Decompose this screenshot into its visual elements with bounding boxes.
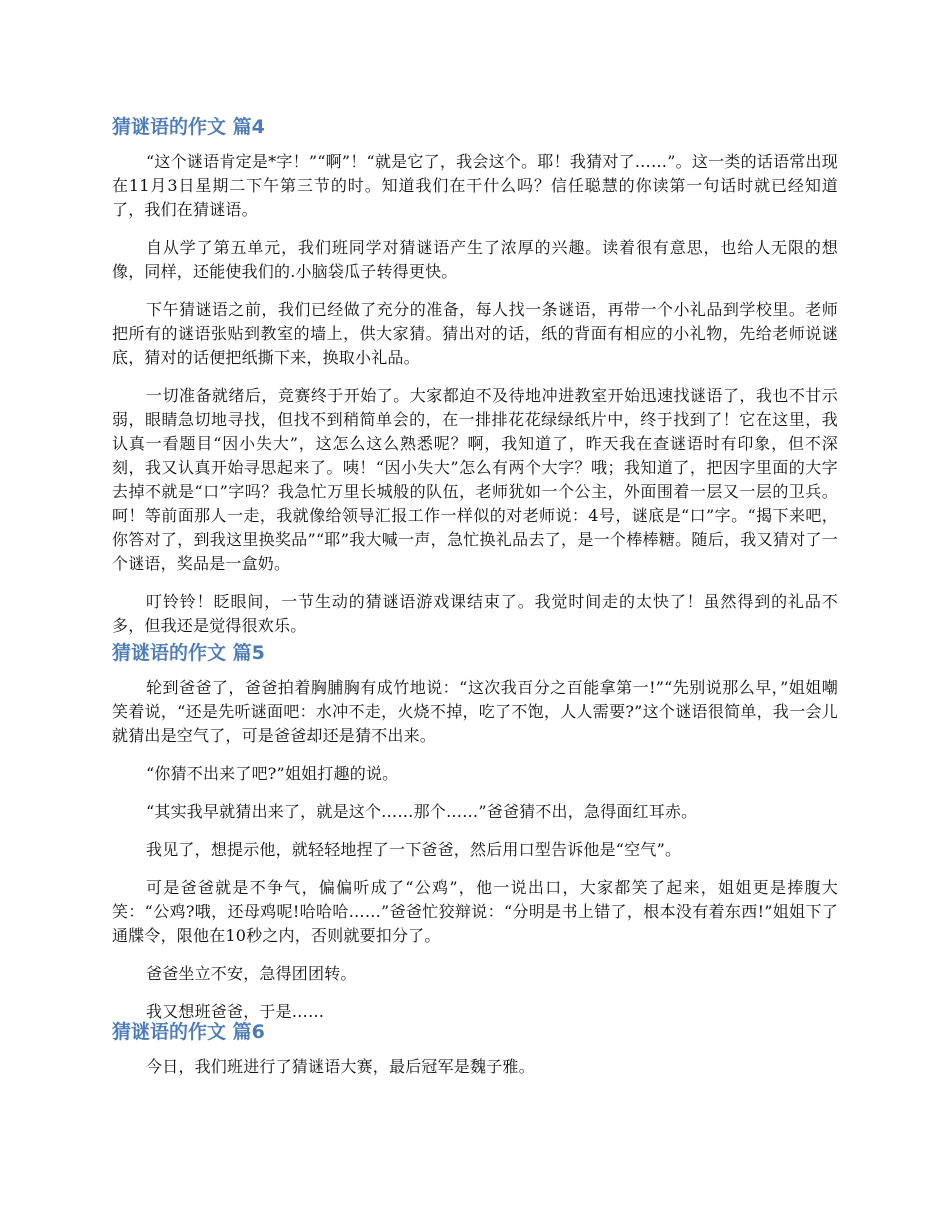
paragraph: 我见了，想提示他，就轻轻地捏了一下爸爸，然后用口型告诉他是“空气”。 xyxy=(146,840,682,859)
section-body xyxy=(112,676,838,1024)
paragraph: 今日，我们班进行了猜谜语大赛，最后冠军是魏子雅。 xyxy=(146,1057,535,1076)
section-heading: 猜谜语的作文 篇6 xyxy=(112,1021,265,1043)
paragraph: “其实我早就猜出来了，就是这个……那个……”爸爸猜不出，急得面红耳赤。 xyxy=(146,802,698,821)
paragraph: 下午猜谜语之前，我们已经做了充分的准备，每人找一条谜语，再带一个小礼品到学校里。老师把所有的谜语张贴到教室的墙上，供大家猜。猜出对的话，纸的背面有相应的小礼物，先给老师说谜底，猜对的话便把纸撕下来，换取小礼品。 xyxy=(112,300,838,367)
paragraph: “你猜不出来了吧?”姐姐打趣的说。 xyxy=(146,764,399,783)
paragraph: 叮铃铃！眨眼间，一节生动的猜谜语游戏课结束了。我觉时间走的太快了！虽然得到的礼品不多，但我还是觉得很欢乐。 xyxy=(112,592,838,635)
section-body xyxy=(112,1055,838,1079)
paragraph: 轮到爸爸了，爸爸拍着胸脯胸有成竹地说：“这次我百分之百能拿第一!”“先别说那么早，”姐姐嘲笑着说，“还是先听谜面吧：水冲不走，火烧不掉，吃了不饱，人人需要?”这个谜语很简单，我一会儿就猜出是空气了，可是爸爸却还是猜不出来。 xyxy=(112,678,838,745)
paragraph: 可是爸爸就是不争气，偏偏听成了“公鸡”，他一说出口，大家都笑了起来，姐姐更是捧腹大笑：“公鸡?哦，还母鸡呢!哈哈哈……”爸爸忙狡辩说：“分明是书上错了，根本没有着东西!”姐姐下了通牒令，限他在10秒之内，否则就要扣分了。 xyxy=(112,878,838,945)
paragraph: 爸爸坐立不安，急得团团转。 xyxy=(146,964,357,983)
paragraph: 自从学了第五单元，我们班同学对猜谜语产生了浓厚的兴趣。读着很有意思，也给人无限的想像，同样，还能使我们的.小脑袋瓜子转得更快。 xyxy=(112,238,838,281)
section-heading: 猜谜语的作文 篇4 xyxy=(112,116,265,138)
section-heading: 猜谜语的作文 篇5 xyxy=(112,642,265,664)
section-body xyxy=(112,150,838,638)
paragraph: “这个谜语肯定是*字！”“啊”！“就是它了，我会这个。耶！我猜对了……”。这一类的话语常出现在11月3日星期二下午第三节的时。知道我们在干什么吗？信任聪慧的你读第一句话时就已经知道了，我们在猜谜语。 xyxy=(112,152,838,219)
paragraph: 一切准备就绪后，竞赛终于开始了。大家都迫不及待地冲进教室开始迅速找谜语了，我也不甘示弱，眼睛急切地寻找，但找不到稍简单会的，在一排排花花绿绿纸片中，终于找到了！它在这里，我认真一看题目“因小失大”，这怎么这么熟悉呢？啊，我知道了，昨天我在查谜语时有印象，但不深刻，我又认真开始寻思起来了。咦！“因小失大”怎么有两个大字？哦；我知道了，把因字里面的大字去掉不就是“口”字吗？我急忙万里长城般的队伍，老师犹如一个公主，外面围着一层又一层的卫兵。呵！等前面那人一走，我就像给领导汇报工作一样似的对老师说：4号，谜底是“口”字。“揭下来吧，你答对了，到我这里换奖品”“耶”我大喊一声，急忙换礼品去了，是一个棒棒糖。随后，我又猜对了一个谜语，奖品是一盒奶。 xyxy=(112,386,838,573)
paragraph: 我又想班爸爸，于是…… xyxy=(146,1002,325,1021)
